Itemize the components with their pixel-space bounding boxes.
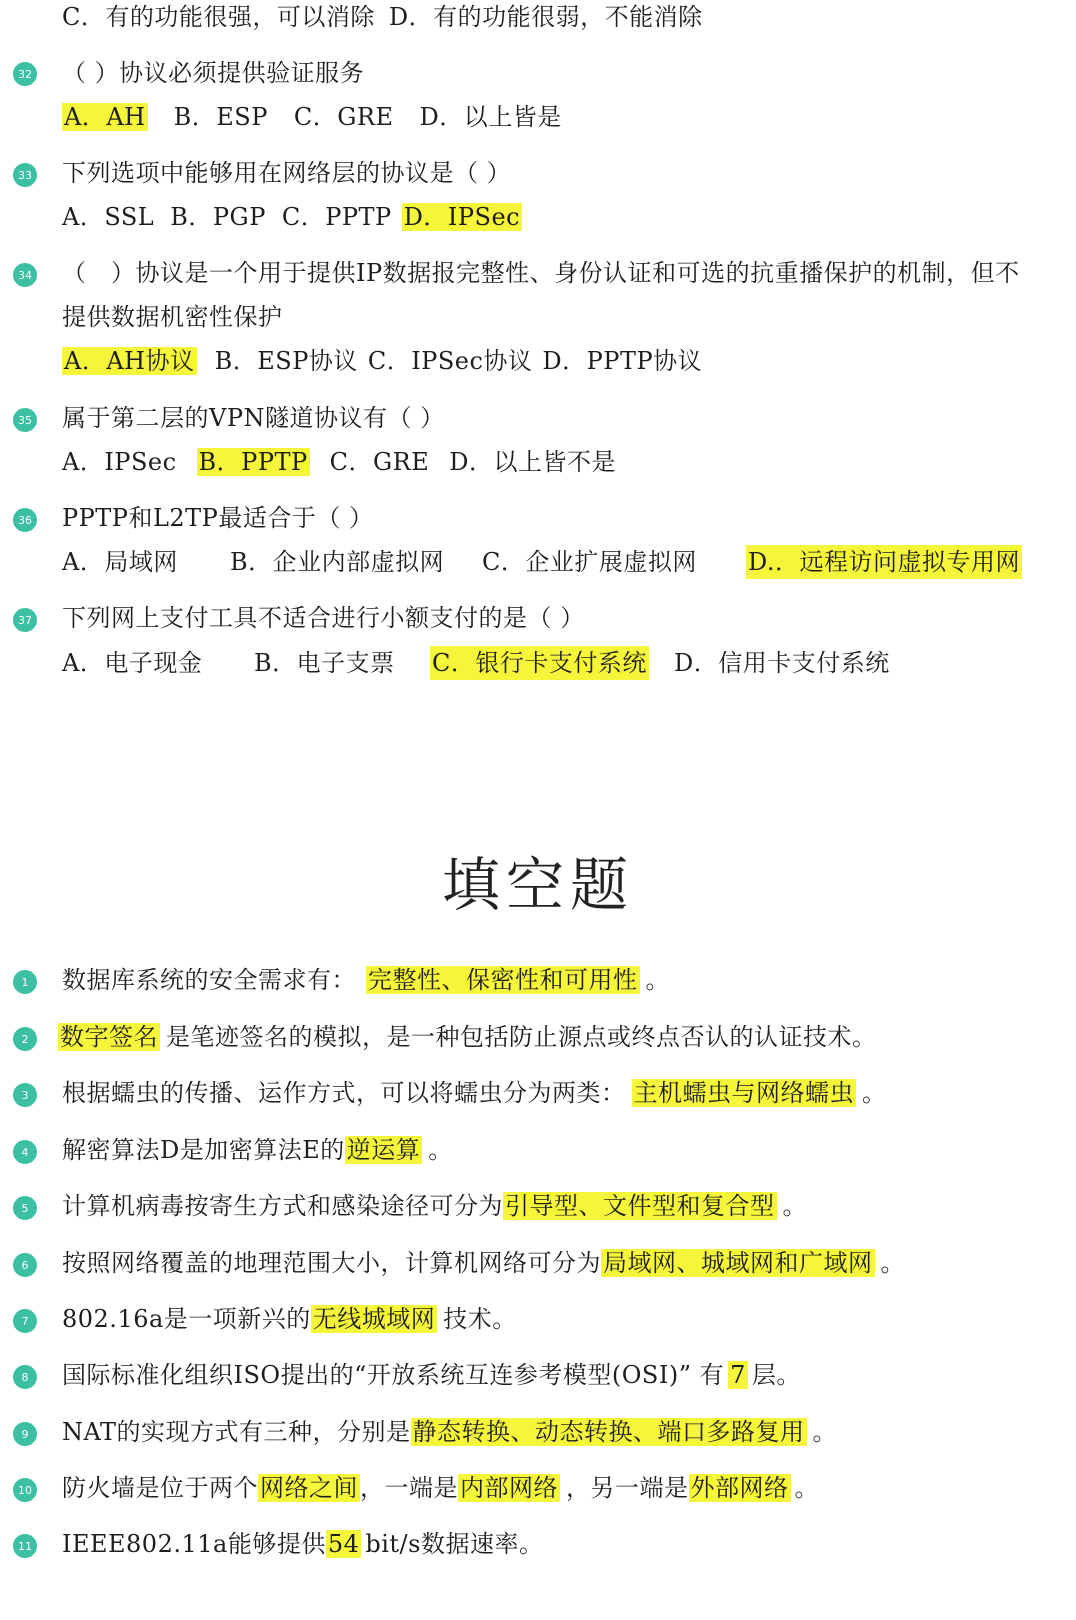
- q37-text: 下列网上支付工具不适合进行小额支付的是（ ）: [62, 604, 585, 632]
- question-number-badge: 36: [13, 508, 37, 532]
- q31-option-d: D．有的功能很弱，不能消除: [388, 3, 703, 31]
- question-text: 。: [782, 1192, 807, 1220]
- fill-question-10: [62, 1471, 819, 1505]
- answer-highlight: 内部网络: [460, 1474, 558, 1502]
- question-number-badge: 5: [13, 1196, 37, 1220]
- question-number-badge: 7: [13, 1309, 37, 1333]
- q35-option-d: D．以上皆不是: [449, 448, 617, 476]
- q35-option-c: C．GRE: [329, 448, 430, 476]
- q34-option-b: B．ESP协议: [214, 347, 358, 375]
- question-text: IEEE802.11a能够提供: [62, 1530, 326, 1558]
- q33-options: [62, 200, 522, 234]
- question-text: 解密算法D是加密算法E的: [62, 1136, 345, 1164]
- answer-highlight: 引导型、文件型和复合型: [505, 1192, 775, 1220]
- question-text: 。: [794, 1474, 819, 1502]
- fill-question-6: [62, 1246, 905, 1280]
- question-text: 。: [862, 1079, 887, 1107]
- q37-option-b: B．电子支票: [254, 649, 395, 677]
- fill-question-7: [62, 1302, 517, 1336]
- fill-question-3: [62, 1076, 887, 1110]
- q33-text: 下列选项中能够用在网络层的协议是（ ）: [62, 159, 512, 187]
- question-text: 防火墙是位于两个: [62, 1474, 258, 1502]
- q32-option-b: B．ESP: [173, 103, 268, 131]
- q34-options: [62, 344, 702, 378]
- q35-options: [62, 445, 616, 479]
- q37-option-c-answer: C．银行卡支付系统: [430, 646, 649, 680]
- q32-option-c: C．GRE: [293, 103, 394, 131]
- question-text: 。: [645, 966, 670, 994]
- question-text: ，另一端是: [566, 1474, 689, 1502]
- question-number-badge: 3: [13, 1083, 37, 1107]
- q33-option-b: B．PGP: [170, 203, 266, 231]
- q37-option-a: A．电子现金: [62, 649, 203, 677]
- q33-option-c: C．PPTP: [281, 203, 392, 231]
- q35-text: 属于第二层的VPN隧道协议有（ ）: [62, 404, 445, 432]
- q36-option-b: B．企业内部虚拟网: [230, 548, 445, 576]
- question-text: 层。: [751, 1361, 801, 1389]
- question-text: 根据蠕虫的传播、运作方式，可以将蠕虫分为两类：: [62, 1079, 626, 1107]
- question-text: 技术。: [443, 1305, 517, 1333]
- answer-highlight: 网络之间: [260, 1474, 358, 1502]
- question-number-badge: 33: [13, 163, 37, 187]
- question-number-badge: 35: [13, 408, 37, 432]
- question-number-badge: 34: [13, 263, 37, 287]
- question-number-badge: 1: [13, 970, 37, 994]
- question-text: 计算机病毒按寄生方式和感染途径可分为: [62, 1192, 503, 1220]
- question-number-badge: 8: [13, 1365, 37, 1389]
- q35-option-b-answer: B．PPTP: [198, 448, 308, 476]
- question-text: bit/s数据速率。: [365, 1530, 544, 1558]
- answer-highlight: 无线城域网: [312, 1305, 436, 1333]
- q32-options: [62, 100, 562, 134]
- fill-question-5: [62, 1189, 807, 1223]
- question-text: 是笔迹签名的模拟，是一种包括防止源点或终点否认的认证技术。: [166, 1023, 877, 1051]
- q33-option-d-answer: D．IPSec: [403, 203, 521, 231]
- question-text: 802.16a是一项新兴的: [62, 1305, 311, 1333]
- question-text: 按照网络覆盖的地理范围大小，计算机网络可分为: [62, 1249, 601, 1277]
- answer-highlight: 静态转换、动态转换、端口多路复用: [412, 1418, 805, 1446]
- answer-highlight: 完整性、保密性和可用性: [368, 966, 638, 994]
- question-text: 国际标准化组织ISO提出的“开放系统互连参考模型(OSI)” 有: [62, 1361, 725, 1389]
- q34-text-line2: 提供数据机密性保护: [62, 303, 283, 331]
- q32-option-a-answer: A．AH: [64, 103, 146, 131]
- q31-options: [62, 0, 703, 34]
- fill-question-11: [62, 1527, 543, 1561]
- answer-highlight: 54: [327, 1530, 360, 1558]
- answer-highlight: 外部网络: [690, 1474, 789, 1502]
- answer-highlight: 数字签名: [60, 1023, 158, 1051]
- answer-highlight: 7: [730, 1361, 746, 1389]
- question-text: NAT的实现方式有三种，分别是: [62, 1418, 411, 1446]
- fill-question-8: [62, 1358, 801, 1392]
- q31-option-c: C．有的功能很强，可以消除: [62, 3, 375, 31]
- q36-option-a: A．局域网: [62, 548, 178, 576]
- question-text: 数据库系统的安全需求有：: [62, 966, 356, 994]
- answer-highlight: 局域网、城域网和广域网: [603, 1249, 873, 1277]
- q32-text: （ ）协议必须提供验证服务: [62, 59, 365, 87]
- q35-option-a: A．IPSec: [62, 448, 177, 476]
- q34-text-line1: （ ）协议是一个用于提供IP数据报完整性、身份认证和可选的抗重播保护的机制，但不: [62, 259, 1020, 287]
- question-number-badge: 32: [13, 62, 37, 86]
- q32-option-d: D．以上皆是: [419, 103, 562, 131]
- question-number-badge: 11: [13, 1534, 37, 1558]
- q34-option-a-answer: A．AH协议: [64, 347, 195, 375]
- question-number-badge: 6: [13, 1253, 37, 1277]
- fill-question-2: [58, 1020, 877, 1054]
- answer-highlight: 逆运算: [346, 1136, 421, 1164]
- question-number-badge: 9: [13, 1422, 37, 1446]
- q36-option-d-answer: D.．远程访问虚拟专用网: [746, 545, 1022, 579]
- question-text: ，一端是: [360, 1474, 458, 1502]
- section-title: 填空题: [441, 851, 634, 919]
- q34-option-c: C．IPSec协议: [367, 347, 533, 375]
- fill-question-4: [62, 1133, 453, 1167]
- q37-option-d: D．信用卡支付系统: [674, 649, 890, 677]
- q36-text: PPTP和L2TP最适合于（ ）: [62, 504, 374, 532]
- question-number-badge: 37: [13, 608, 37, 632]
- fill-question-1: [62, 963, 670, 997]
- answer-highlight: 主机蠕虫与网络蠕虫: [633, 1079, 854, 1107]
- q33-option-a: A．SSL: [62, 203, 155, 231]
- question-number-badge: 4: [13, 1140, 37, 1164]
- q36-option-c: C．企业扩展虚拟网: [482, 548, 697, 576]
- question-number-badge: 10: [13, 1478, 37, 1502]
- fill-question-9: [62, 1415, 837, 1449]
- question-number-badge: 2: [13, 1027, 37, 1051]
- question-text: 。: [812, 1418, 838, 1446]
- question-text: 。: [428, 1136, 453, 1164]
- question-text: 。: [880, 1249, 905, 1277]
- q34-option-d: D．PPTP协议: [542, 347, 703, 375]
